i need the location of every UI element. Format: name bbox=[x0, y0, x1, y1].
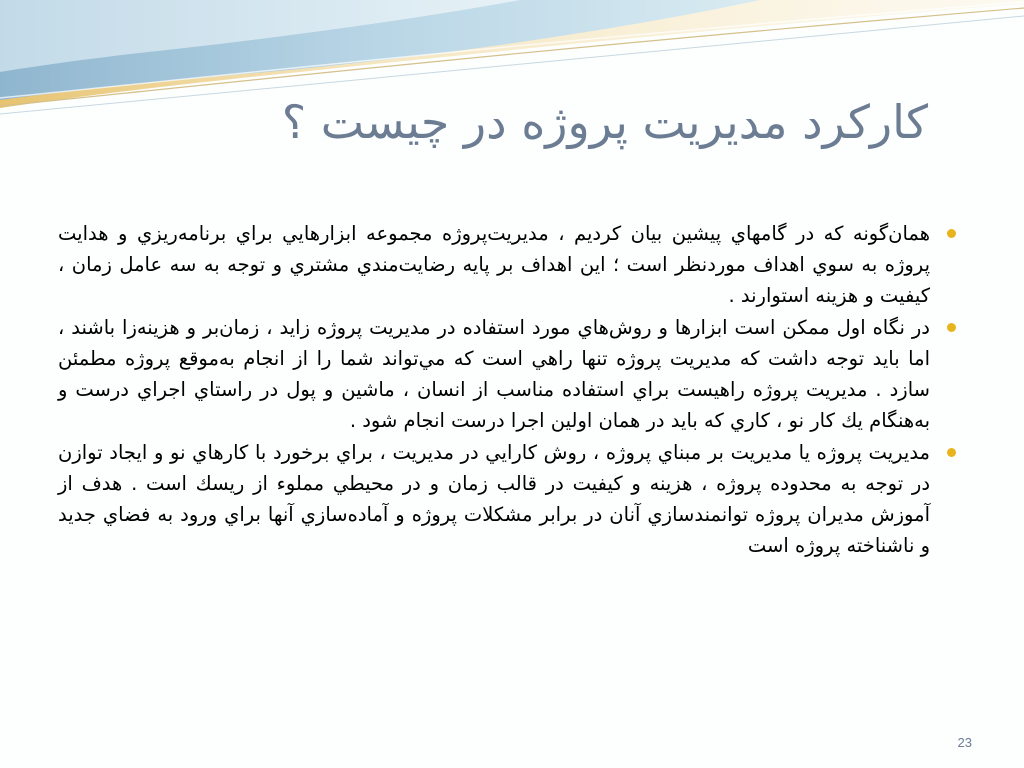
bullet-dot-icon bbox=[947, 323, 956, 332]
slide-title: كاركرد مديريت پروژه در چيست ؟ bbox=[281, 95, 928, 149]
bullet-dot-icon bbox=[947, 448, 956, 457]
bullet-item-3 bbox=[58, 437, 964, 561]
bullet-dot-icon bbox=[947, 229, 956, 238]
bullet-item-1 bbox=[58, 218, 964, 311]
bullet-text-2: در نگاه اول ممكن است ابزارها و روش‌هاي مورد استفاده در مديريت پروژه زايد ، زمان‌بر و هزينه‌زا باشند ، اما بايد توجه داشت كه مديريت پروژه تنها راهي است كه مي‌تواند شما را از انجام به‌موقع پروژه مطمئن سازد . مديريت پروژه راهيست براي استفاده مناسب از انسان ، ماشين و پول در راستاي اجراي درست و به‌هنگام يك كار نو ، كاري كه بايد در همان اولين اجرا درست انجام شود . bbox=[58, 316, 930, 432]
bullet-list bbox=[58, 218, 964, 562]
page-number: 23 bbox=[957, 735, 972, 750]
bullet-text-1: همان‌گونه كه در گامهاي پيشين بيان كرديم ، مديريت‌پروژه مجموعه ابزارهايي براي برنامه‌ريزي و هدايت پروژه به سوي اهداف موردنظر است ؛ اين اهداف بر پايه رضايت‌مندي مشتري و توجه به سه عامل زمان ، كيفيت و هزينه استوارند . bbox=[58, 222, 930, 307]
bullet-item-2 bbox=[58, 312, 964, 436]
bullet-text-3: مديريت پروژه يا مديريت بر مبناي پروژه ، روش كارايي در مديريت ، براي برخورد با كارهاي نو و ايجاد توازن در توجه به محدوده پروژه ، هزينه و كيفيت در قالب زمان و در محيطي مملوء از ريسك است . هدف از آموزش مديران پروژه توانمندسازي آنان در برابر مشكلات پروژه و آماده‌سازي آنها براي ورود به فضاي جديد و ناشناخته پروژه است bbox=[58, 441, 930, 557]
